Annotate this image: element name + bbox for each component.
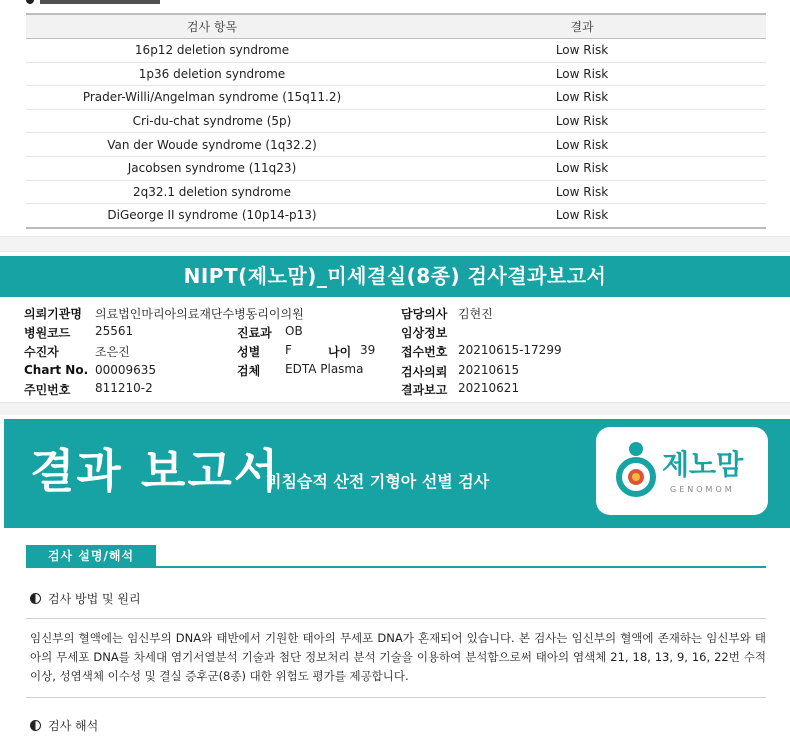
test-item-cell: Cri-du-chat syndrome (5p) bbox=[26, 109, 398, 133]
divider-line bbox=[26, 618, 766, 619]
divider-line bbox=[26, 697, 766, 698]
result-cell: Low Risk bbox=[398, 133, 766, 157]
clinical-info-label: 임상정보 bbox=[401, 326, 448, 340]
result-cell: Low Risk bbox=[398, 86, 766, 110]
report-title-banner: NIPT(제노맘)_미세결실(8종) 검사결과보고서 bbox=[0, 256, 790, 297]
table-row bbox=[26, 62, 766, 86]
table-header-row bbox=[26, 14, 766, 39]
table-row bbox=[26, 204, 766, 228]
receipt-number-label: 접수번호 bbox=[401, 345, 448, 359]
resident-number-value: 811210-2 bbox=[95, 381, 153, 395]
result-cell: Low Risk bbox=[398, 62, 766, 86]
department-value: OB bbox=[285, 324, 303, 338]
genomom-logo bbox=[596, 427, 768, 515]
test-item-cell: DiGeorge II syndrome (10p14-p13) bbox=[26, 204, 398, 228]
hero-subtitle: 비침습적 산전 기형아 선별 검사 bbox=[266, 472, 490, 491]
report-date-value: 20210621 bbox=[458, 381, 520, 395]
test-item-cell: 2q32.1 deletion syndrome bbox=[26, 180, 398, 204]
result-cell: Low Risk bbox=[398, 109, 766, 133]
receipt-number-value: 20210615-17299 bbox=[458, 343, 562, 357]
interpretation-heading: 검사 해석 bbox=[48, 719, 99, 733]
page-divider bbox=[0, 402, 790, 415]
table-row bbox=[26, 156, 766, 180]
half-circle-bullet-icon bbox=[30, 720, 41, 731]
half-circle-bullet-icon bbox=[30, 593, 41, 604]
institution-label: 의뢰기관명 bbox=[24, 307, 82, 321]
section-rule bbox=[26, 566, 766, 568]
bullet-icon bbox=[26, 0, 34, 4]
age-value: 39 bbox=[360, 343, 376, 357]
specimen-value: EDTA Plasma bbox=[285, 362, 364, 376]
hospital-code-label: 병원코드 bbox=[24, 326, 71, 340]
table-row bbox=[26, 109, 766, 133]
page-divider bbox=[0, 236, 790, 252]
test-item-cell: 1p36 deletion syndrome bbox=[26, 62, 398, 86]
sex-label: 성별 bbox=[237, 345, 261, 359]
resident-number-label: 주민번호 bbox=[24, 383, 71, 397]
result-cell: Low Risk bbox=[398, 204, 766, 228]
report-hero-banner bbox=[4, 419, 790, 528]
table-row bbox=[26, 39, 766, 63]
test-item-cell: 16p12 deletion syndrome bbox=[26, 39, 398, 63]
test-item-cell: Van der Woude syndrome (1q32.2) bbox=[26, 133, 398, 157]
age-label: 나이 bbox=[328, 345, 352, 359]
request-date-value: 20210615 bbox=[458, 363, 520, 377]
doctor-label: 담당의사 bbox=[401, 307, 448, 321]
cropped-heading-fragment bbox=[26, 0, 766, 10]
chart-number-label: Chart No. bbox=[24, 363, 89, 377]
department-label: 진료과 bbox=[237, 326, 272, 340]
method-heading: 검사 방법 및 원리 bbox=[48, 592, 141, 606]
column-header-result: 결과 bbox=[398, 14, 766, 39]
method-description: 임신부의 혈액에는 임신부의 DNA와 태반에서 기원한 태아의 무세포 DNA가 혼재되어 있습니다. 본 검사는 임신부의 혈액에 존재하는 임신부와 태아의 무세포 DNA를 차세대 염기서열분석 기술과 첨단 정보처리 분석 기술을 이용하여 분석함으로써 태아의 염색체 21, 18, 13, 9, 16, 22번 수적 이상, 성염색체 이수성 및 결실 증후군(8종) 대한 위험도 평가를 제공합니다. bbox=[30, 631, 766, 683]
report-date-label: 결과보고 bbox=[401, 383, 448, 397]
specimen-label: 검체 bbox=[237, 364, 261, 378]
chart-number-value: 00009635 bbox=[95, 363, 157, 377]
logo-wordmark: 제노맘 bbox=[662, 448, 744, 481]
section-tab: 검사 설명/해석 bbox=[26, 545, 156, 567]
hospital-code-value: 25561 bbox=[95, 324, 134, 338]
column-header-item: 검사 항목 bbox=[26, 14, 398, 39]
recipient-label: 수진자 bbox=[24, 345, 59, 359]
test-item-cell: Prader-Willi/Angelman syndrome (15q11.2) bbox=[26, 86, 398, 110]
table-row bbox=[26, 86, 766, 110]
sex-value: F bbox=[285, 343, 292, 357]
institution-value: 의료법인마리아의료재단수병동리이의원 bbox=[95, 307, 304, 321]
table-row bbox=[26, 180, 766, 204]
cropped-text-fragment bbox=[40, 0, 160, 4]
request-date-label: 검사의뢰 bbox=[401, 365, 448, 379]
recipient-value: 조은진 bbox=[95, 345, 130, 359]
table-row bbox=[26, 133, 766, 157]
result-cell: Low Risk bbox=[398, 39, 766, 63]
results-table bbox=[26, 13, 766, 229]
result-cell: Low Risk bbox=[398, 156, 766, 180]
doctor-value: 김현진 bbox=[458, 307, 493, 321]
mother-baby-logo-icon bbox=[614, 441, 658, 497]
hero-title: 결과 보고서 bbox=[30, 444, 281, 498]
test-item-cell: Jacobsen syndrome (11q23) bbox=[26, 156, 398, 180]
result-cell: Low Risk bbox=[398, 180, 766, 204]
logo-subtext: GENOMOM bbox=[670, 485, 735, 494]
